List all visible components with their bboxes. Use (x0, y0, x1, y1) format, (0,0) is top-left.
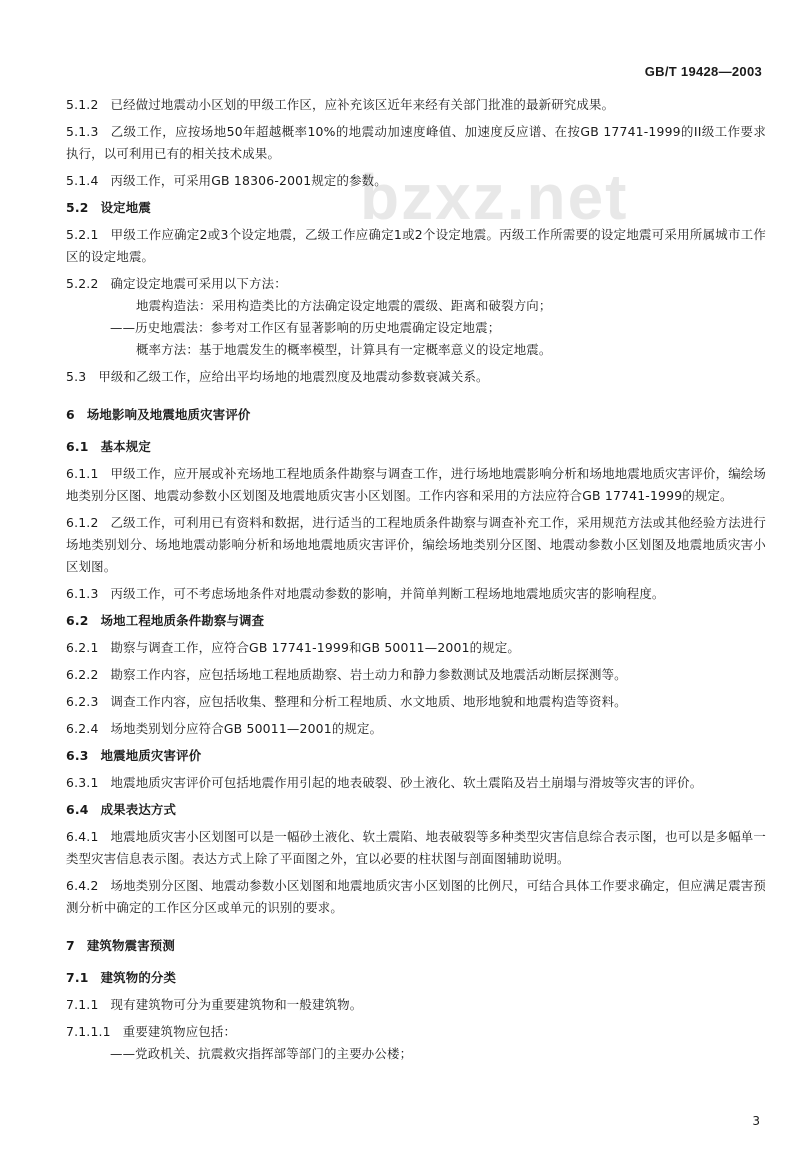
clause-text: 地震地质灾害小区划图可以是一幅砂土液化、软土震陷、地表破裂等多种类型灾害信息综合表示图，也可以是多幅单一类型灾害信息表示图。表达方式上除了平面图之外，宜以必要的柱状图与剖面图辅助说明。 (66, 829, 766, 866)
clause-text: 地震构造法：采用构造类比的方法确定设定地震的震级、距离和破裂方向； (136, 298, 552, 313)
clause-text: 场地类别分区图、地震动参数小区划图和地震地质灾害小区划图的比例尺，可结合具体工作要求确定，但应满足震害预测分析中确定的工作区分区或单元的识别的要求。 (66, 878, 766, 915)
page-number: 3 (752, 1114, 760, 1128)
paragraph (66, 664, 766, 686)
clause-text: 建筑物震害预测 (86, 938, 175, 953)
paragraph (66, 718, 766, 740)
paragraph (66, 772, 766, 794)
paragraph (66, 170, 766, 192)
clause-number: 6.1.3 (66, 586, 99, 601)
clause-text: 勘察与调查工作，应符合GB 17741-1999和GB 50011—2001的规定。 (110, 640, 521, 655)
clause-text: 场地工程地质条件勘察与调查 (100, 613, 265, 628)
paragraph (66, 875, 766, 919)
clause-number: 6.2.4 (66, 721, 99, 736)
clause-number: 5.2 (66, 200, 89, 215)
clause-number: 7 (66, 938, 75, 953)
clause-number: 7.1.1.1 (66, 1024, 111, 1039)
clause-number: 6.2.1 (66, 640, 99, 655)
clause-number: 5.2.1 (66, 227, 99, 242)
subsection-heading (66, 197, 766, 219)
subsection-heading (66, 799, 766, 821)
section-heading (66, 404, 766, 426)
clause-text: 场地影响及地震地质灾害评价 (86, 407, 251, 422)
watermark: bzxz.net (360, 161, 629, 233)
clause-text: 概率方法：基于地震发生的概率模型，计算具有一定概率意义的设定地震。 (136, 342, 552, 357)
clause-number: 6 (66, 407, 75, 422)
body-text (66, 94, 766, 1065)
clause-number: 6.1 (66, 439, 89, 454)
paragraph (66, 94, 766, 116)
paragraph (66, 339, 766, 361)
clause-number: 5.1.4 (66, 173, 99, 188)
clause-text: 乙级工作，应按场地50年超越概率10%的地震动加速度峰值、加速度反应谱、在按GB 17741-1999的II级工作要求执行，以可利用已有的相关技术成果。 (66, 124, 766, 161)
clause-number: 6.1.1 (66, 466, 99, 481)
clause-text: 现有建筑物可分为重要建筑物和一般建筑物。 (110, 997, 363, 1012)
clause-text: 勘察工作内容，应包括场地工程地质勘察、岩土动力和静力参数测试及地震活动断层探测等。 (110, 667, 627, 682)
paragraph (66, 317, 766, 339)
paragraph (66, 121, 766, 165)
clause-number: 6.2 (66, 613, 89, 628)
paragraph (66, 1021, 766, 1043)
clause-number: 6.4.1 (66, 829, 99, 844)
clause-text: 甲级工作应确定2或3个设定地震，乙级工作应确定1或2个设定地震。丙级工作所需要的设定地震可采用所属城市工作区的设定地震。 (66, 227, 766, 264)
clause-number: 6.3 (66, 748, 89, 763)
clause-number: 6.1.2 (66, 515, 99, 530)
subsection-heading (66, 745, 766, 767)
clause-text: 甲级工作，应开展或补充场地工程地质条件勘察与调查工作，进行场地地震影响分析和场地地震地质灾害评价，编绘场地类别分区图、地震动参数小区划图及地震地质灾害小区划图。工作内容和采用的方法应符合GB 17741-1999的规定。 (66, 466, 766, 503)
clause-number: 7.1.1 (66, 997, 99, 1012)
clause-text: 成果表达方式 (100, 802, 177, 817)
paragraph (66, 512, 766, 578)
clause-number: 5.1.2 (66, 97, 99, 112)
clause-text: 地震地质灾害评价 (100, 748, 202, 763)
clause-number: 5.3 (66, 369, 87, 384)
paragraph (66, 994, 766, 1016)
clause-text: 确定设定地震可采用以下方法： (110, 276, 287, 291)
clause-number: 6.3.1 (66, 775, 99, 790)
paragraph (66, 295, 766, 317)
clause-text: ——历史地震法：参考对工作区有显著影响的历史地震确定设定地震； (110, 320, 501, 335)
clause-text: 基本规定 (100, 439, 151, 454)
clause-text: ——党政机关、抗震救灾指挥部等部门的主要办公楼； (110, 1046, 413, 1061)
clause-text: 已经做过地震动小区划的甲级工作区，应补充该区近年来经有关部门批准的最新研究成果。 (110, 97, 615, 112)
clause-number: 6.4 (66, 802, 89, 817)
clause-text: 甲级和乙级工作，应给出平均场地的地震烈度及地震动参数衰减关系。 (98, 369, 489, 384)
paragraph (66, 224, 766, 268)
clause-number: 7.1 (66, 970, 89, 985)
standard-code: GB/T 19428—2003 (644, 64, 762, 79)
clause-text: 地震地质灾害评价可包括地震作用引起的地表破裂、砂土液化、软土震陷及岩土崩塌与滑坡等灾害的评价。 (110, 775, 703, 790)
paragraph (66, 1043, 766, 1065)
clause-text: 乙级工作，可利用已有资料和数据，进行适当的工程地质条件勘察与调查补充工作，采用规范方法或其他经验方法进行场地类别划分、场地地震动影响分析和场地地震地质灾害评价，编绘场地类别分区图、地震动参数小区划图及地震地质灾害小区划图。 (66, 515, 766, 574)
clause-number: 5.2.2 (66, 276, 99, 291)
paragraph (66, 826, 766, 870)
paragraph (66, 366, 766, 388)
subsection-heading (66, 610, 766, 632)
paragraph (66, 691, 766, 713)
section-heading (66, 935, 766, 957)
clause-text: 调查工作内容，应包括收集、整理和分析工程地质、水文地质、地形地貌和地震构造等资料。 (110, 694, 627, 709)
clause-text: 丙级工作，可不考虑场地条件对地震动参数的影响，并简单判断工程场地地震地质灾害的影响程度。 (110, 586, 665, 601)
clause-text: 建筑物的分类 (100, 970, 177, 985)
paragraph (66, 273, 766, 295)
clause-number: 6.2.2 (66, 667, 99, 682)
paragraph (66, 463, 766, 507)
clause-text: 场地类别划分应符合GB 50011—2001的规定。 (110, 721, 383, 736)
subsection-heading (66, 436, 766, 458)
clause-text: 重要建筑物应包括： (122, 1024, 237, 1039)
clause-number: 6.2.3 (66, 694, 99, 709)
paragraph (66, 583, 766, 605)
clause-number: 6.4.2 (66, 878, 99, 893)
subsection-heading (66, 967, 766, 989)
clause-number: 5.1.3 (66, 124, 99, 139)
paragraph (66, 637, 766, 659)
clause-text: 设定地震 (100, 200, 151, 215)
clause-text: 丙级工作，可采用GB 18306-2001规定的参数。 (110, 173, 387, 188)
